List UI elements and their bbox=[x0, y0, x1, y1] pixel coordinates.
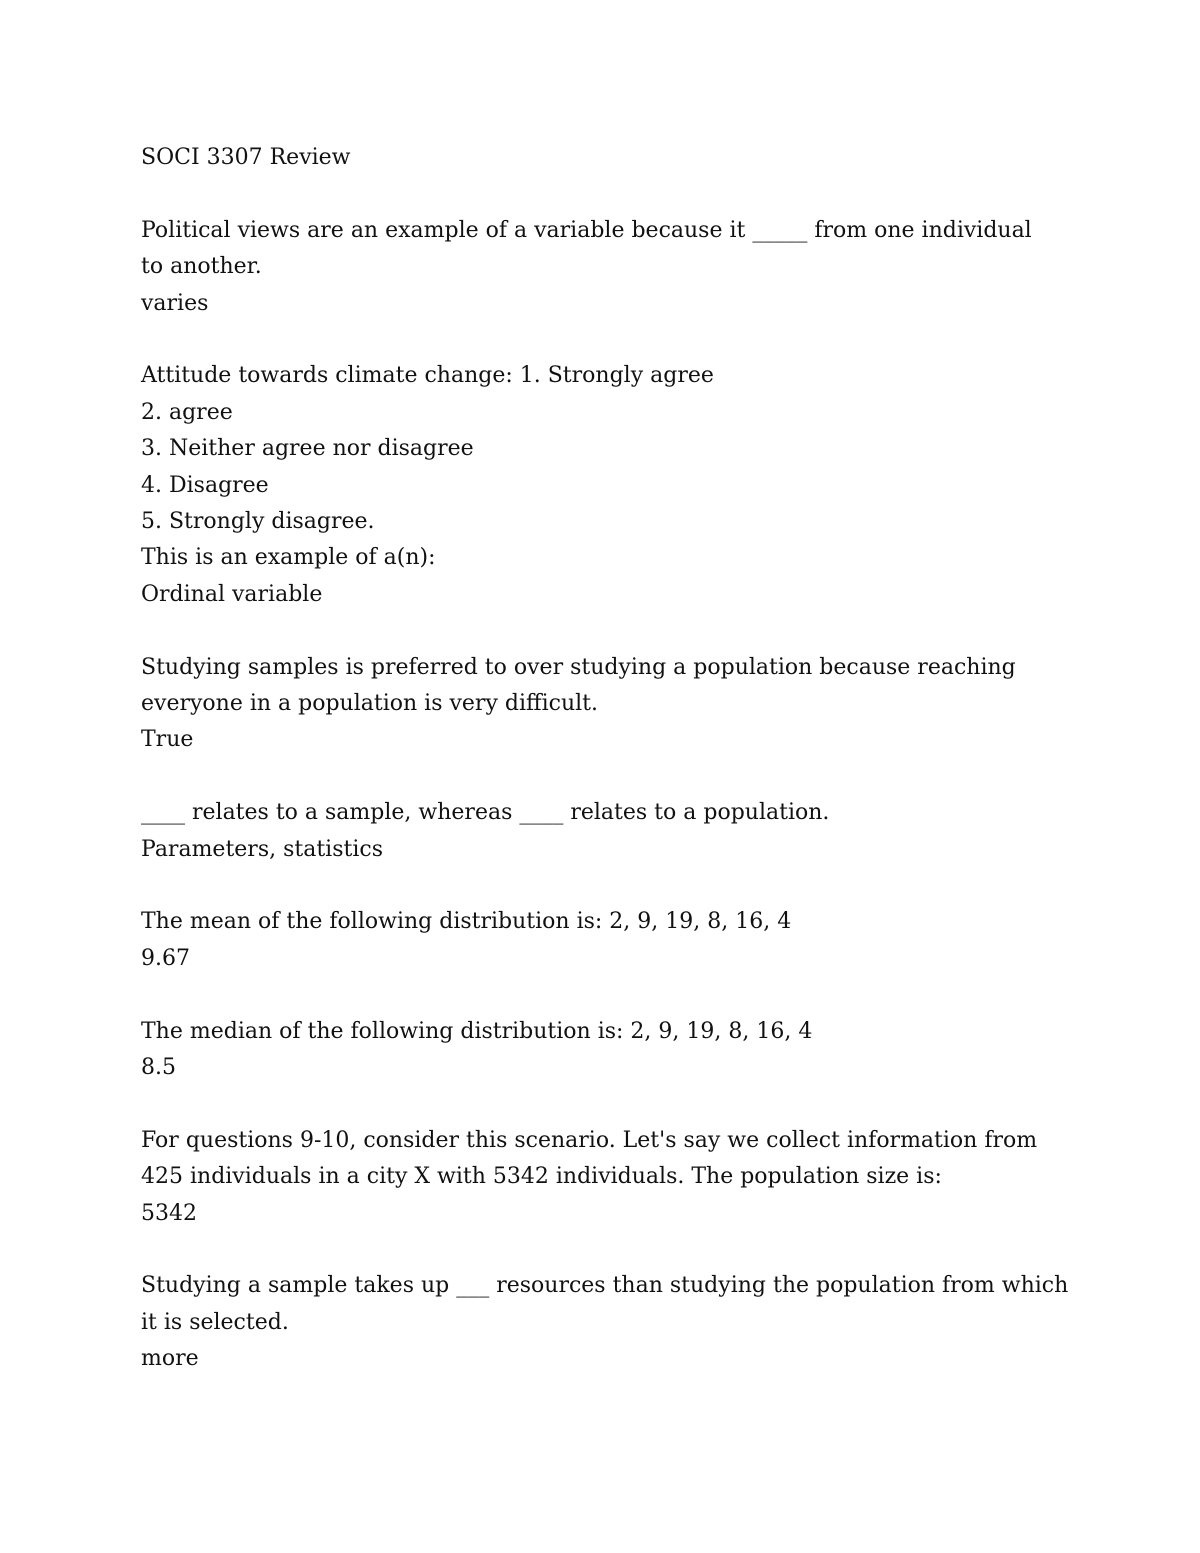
question-line: Political views are an example of a variable because it _____ from one individual bbox=[141, 217, 1032, 243]
answer-text: varies bbox=[141, 290, 209, 316]
spacer bbox=[141, 1232, 1071, 1268]
qa-item bbox=[141, 213, 1071, 322]
qa-item bbox=[141, 1268, 1071, 1377]
spacer bbox=[141, 977, 1071, 1013]
qa-item bbox=[141, 1014, 1071, 1087]
question-line: The mean of the following distribution is: 2, 9, 19, 8, 16, 4 bbox=[141, 909, 792, 935]
answer-text: more bbox=[141, 1346, 199, 1372]
question-line: 2. agree bbox=[141, 399, 233, 425]
answer-text: Ordinal variable bbox=[141, 581, 323, 607]
question-line: 425 individuals in a city X with 5342 individuals. The population size is: bbox=[141, 1164, 942, 1190]
qa-item bbox=[141, 795, 1071, 868]
spacer bbox=[141, 322, 1071, 358]
question-line: Attitude towards climate change: 1. Strongly agree bbox=[141, 363, 714, 389]
spacer bbox=[141, 868, 1071, 904]
question-line: everyone in a population is very difficult. bbox=[141, 691, 599, 717]
answer-text: 5342 bbox=[141, 1200, 197, 1226]
question-line: 4. Disagree bbox=[141, 472, 269, 498]
question-line: Studying samples is preferred to over studying a population because reaching bbox=[141, 654, 1016, 680]
question-line: to another. bbox=[141, 254, 262, 280]
spacer bbox=[141, 1086, 1071, 1122]
answer-text: True bbox=[141, 727, 194, 753]
qa-item bbox=[141, 1123, 1071, 1232]
document-body bbox=[141, 140, 1071, 1378]
question-line: For questions 9-10, consider this scenario. Let's say we collect information from bbox=[141, 1127, 1038, 1153]
qa-item bbox=[141, 904, 1071, 977]
answer-text: Parameters, statistics bbox=[141, 836, 383, 862]
spacer bbox=[141, 613, 1071, 649]
question-line: 3. Neither agree nor disagree bbox=[141, 436, 474, 462]
qa-item bbox=[141, 650, 1071, 759]
qa-item bbox=[141, 358, 1071, 613]
question-line: ____ relates to a sample, whereas ____ relates to a population. bbox=[141, 800, 830, 826]
document-title: SOCI 3307 Review bbox=[141, 145, 351, 170]
question-line: Studying a sample takes up ___ resources than studying the population from which bbox=[141, 1273, 1069, 1299]
spacer bbox=[141, 759, 1071, 795]
question-line: This is an example of a(n): bbox=[141, 545, 436, 571]
question-line: 5. Strongly disagree. bbox=[141, 509, 375, 535]
spacer bbox=[141, 176, 1071, 212]
answer-text: 9.67 bbox=[141, 945, 190, 971]
question-line: it is selected. bbox=[141, 1309, 289, 1335]
answer-text: 8.5 bbox=[141, 1055, 176, 1081]
question-line: The median of the following distribution is: 2, 9, 19, 8, 16, 4 bbox=[141, 1018, 813, 1044]
